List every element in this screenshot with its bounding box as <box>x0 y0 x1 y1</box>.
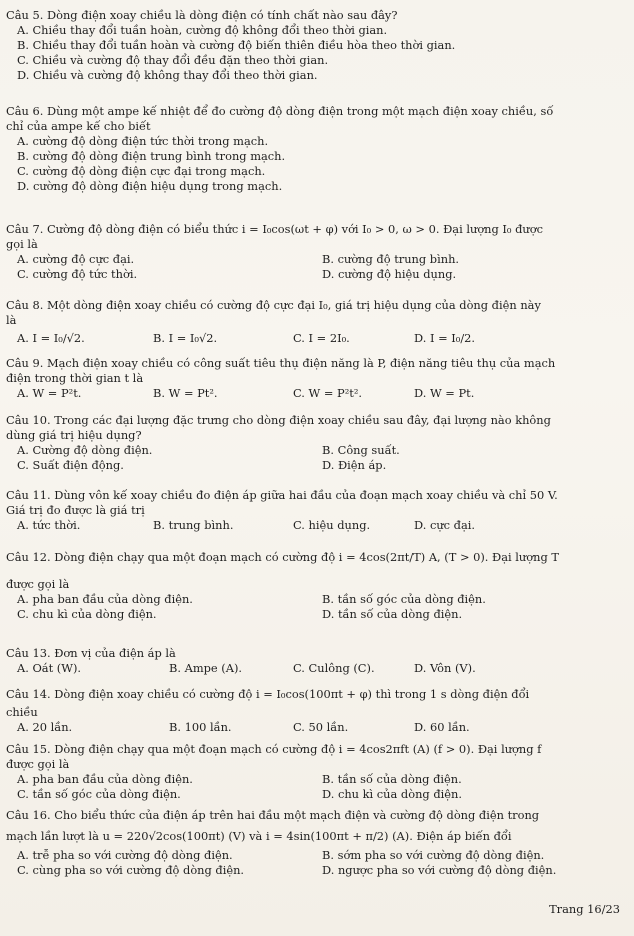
question-14 <box>6 687 624 735</box>
option-d: D. 60 lần. <box>414 720 470 734</box>
option-a: A. Oát (W). <box>17 661 82 675</box>
question-stem: Câu 12. Dòng điện chạy qua một đoạn mạch có cường độ i = 4cos(2πt/T) A, (T > 0). Đại lượng T <box>6 550 559 564</box>
question-stem-cont: chỉ của ampe kế cho biết <box>6 119 151 133</box>
option-d: D. tần số của dòng điện. <box>322 607 463 621</box>
option-a: A. pha ban đầu của dòng điện. <box>17 772 193 786</box>
option-c: C. cùng pha so với cường độ dòng điện. <box>17 863 245 877</box>
option-d: D. W = Pt. <box>414 386 475 400</box>
question-10 <box>6 413 624 473</box>
option-c: C. 50 lần. <box>293 720 349 734</box>
option-b: B. cường độ dòng điện trung bình trong mạch. <box>17 149 286 163</box>
option-b: B. Công suất. <box>322 443 400 457</box>
option-c: C. Suất điện động. <box>17 458 124 472</box>
option-b: B. 100 lần. <box>169 720 232 734</box>
option-b: B. trung bình. <box>153 518 234 532</box>
question-stem: Câu 10. Trong các đại lượng đặc trưng cho dòng điện xoay chiều sau đây, đại lượng nào không <box>6 413 551 427</box>
option-d: D. cường độ dòng điện hiệu dụng trong mạch. <box>17 179 283 193</box>
option-c: C. cường độ dòng điện cực đại trong mạch. <box>17 164 266 178</box>
option-d: D. Vôn (V). <box>414 661 476 675</box>
question-stem-cont: mạch lần lượt là u = 220√2cos(100πt) (V) và i = 4sin(100πt + π/2) (A). Điện áp biến đổi <box>6 829 512 843</box>
question-12 <box>6 550 624 622</box>
question-stem-cont: là <box>6 313 17 327</box>
option-c: C. hiệu dụng. <box>293 518 371 532</box>
option-a: A. Cường độ dòng điện. <box>17 443 153 457</box>
option-b: B. cường độ trung bình. <box>322 252 460 266</box>
option-a: A. W = P²t. <box>17 386 82 400</box>
question-stem: Câu 13. Đơn vị của điện áp là <box>6 646 176 660</box>
question-5 <box>6 8 624 83</box>
option-d: D. I = I₀/2. <box>414 331 476 345</box>
option-d: D. Điện áp. <box>322 458 387 472</box>
option-b: B. W = Pt². <box>153 386 218 400</box>
option-b: B. tần số của dòng điện. <box>322 772 462 786</box>
option-d: D. Chiều và cường độ không thay đổi theo thời gian. <box>17 68 318 82</box>
page-number: Trang 16/23 <box>549 902 620 916</box>
question-stem-cont: được gọi là <box>6 577 70 591</box>
question-6 <box>6 104 624 194</box>
option-a: A. pha ban đầu của dòng điện. <box>17 592 193 606</box>
question-stem-cont: gọi là <box>6 237 38 251</box>
option-c: C. tần số góc của dòng điện. <box>17 787 181 801</box>
option-c: C. W = P²t². <box>293 386 363 400</box>
option-c: C. Culông (C). <box>293 661 375 675</box>
question-stem: Câu 15. Dòng điện chạy qua một đoạn mạch có cường độ i = 4cos2πft (A) (f > 0). Đại lượng f <box>6 742 542 756</box>
option-d: D. ngược pha so với cường độ dòng điện. <box>322 863 557 877</box>
question-stem: Câu 9. Mạch điện xoay chiều có công suất tiêu thụ điện năng là P, điện năng tiêu thụ của mạch <box>6 356 556 370</box>
option-a: A. cường độ dòng điện tức thời trong mạch. <box>17 134 269 148</box>
question-11 <box>6 488 624 533</box>
question-stem-cont: Giá trị đo được là giá trị <box>6 503 145 517</box>
question-stem: Câu 14. Dòng điện xoay chiều có cường độ i = I₀cos(100πt + φ) thì trong 1 s dòng điện đổi <box>6 687 530 701</box>
option-d: D. cường độ hiệu dụng. <box>322 267 457 281</box>
question-stem: Câu 5. Dòng điện xoay chiều là dòng điện có tính chất nào sau đây? <box>6 8 398 22</box>
question-stem: Câu 16. Cho biểu thức của điện áp trên hai đầu một mạch điện và cường độ dòng điện trong <box>6 808 540 822</box>
option-b: B. tần số góc của dòng điện. <box>322 592 486 606</box>
option-a: A. 20 lần. <box>17 720 73 734</box>
option-a: A. trễ pha so với cường độ dòng điện. <box>17 848 233 862</box>
option-b: B. sớm pha so với cường độ dòng điện. <box>322 848 545 862</box>
question-stem-cont: dùng giá trị hiệu dụng? <box>6 428 142 442</box>
question-16 <box>6 808 624 878</box>
option-b: B. Ampe (A). <box>169 661 243 675</box>
question-7 <box>6 222 624 282</box>
option-a: A. cường độ cực đại. <box>17 252 135 266</box>
option-c: C. cường độ tức thời. <box>17 267 138 281</box>
question-15 <box>6 742 624 802</box>
question-stem: Câu 11. Dùng vôn kế xoay chiều đo điện áp giữa hai đầu của đoạn mạch xoay chiều và chỉ 50 V. <box>6 488 558 502</box>
option-c: C. I = 2I₀. <box>293 331 350 345</box>
question-stem: Câu 8. Một dòng điện xoay chiều có cường độ cực đại I₀, giá trị hiệu dụng của dòng điện này <box>6 298 541 312</box>
question-stem-cont: chiều <box>6 705 38 719</box>
option-a: A. Chiều thay đổi tuần hoàn, cường độ không đổi theo thời gian. <box>17 23 388 37</box>
option-d: D. chu kì của dòng điện. <box>322 787 462 801</box>
option-d: D. cực đại. <box>414 518 476 532</box>
question-13 <box>6 646 624 676</box>
option-c: C. Chiều và cường độ thay đổi đều đặn theo thời gian. <box>17 53 329 67</box>
option-b: B. Chiều thay đổi tuần hoàn và cường độ biến thiên điều hòa theo thời gian. <box>17 38 456 52</box>
question-stem-cont: điện trong thời gian t là <box>6 371 144 385</box>
question-stem: Câu 7. Cường độ dòng điện có biểu thức i = I₀cos(ωt + φ) với I₀ > 0, ω > 0. Đại lượng I₀ được <box>6 222 543 236</box>
question-9 <box>6 356 624 401</box>
option-a: A. tức thời. <box>17 518 81 532</box>
question-8 <box>6 298 624 346</box>
question-stem: Câu 6. Dùng một ampe kế nhiệt để đo cường độ dòng điện trong một mạch điện xoay chiều, số <box>6 104 554 118</box>
option-a: A. I = I₀/√2. <box>17 331 85 345</box>
question-stem-cont: được gọi là <box>6 757 70 771</box>
option-c: C. chu kì của dòng điện. <box>17 607 157 621</box>
option-b: B. I = I₀√2. <box>153 331 218 345</box>
